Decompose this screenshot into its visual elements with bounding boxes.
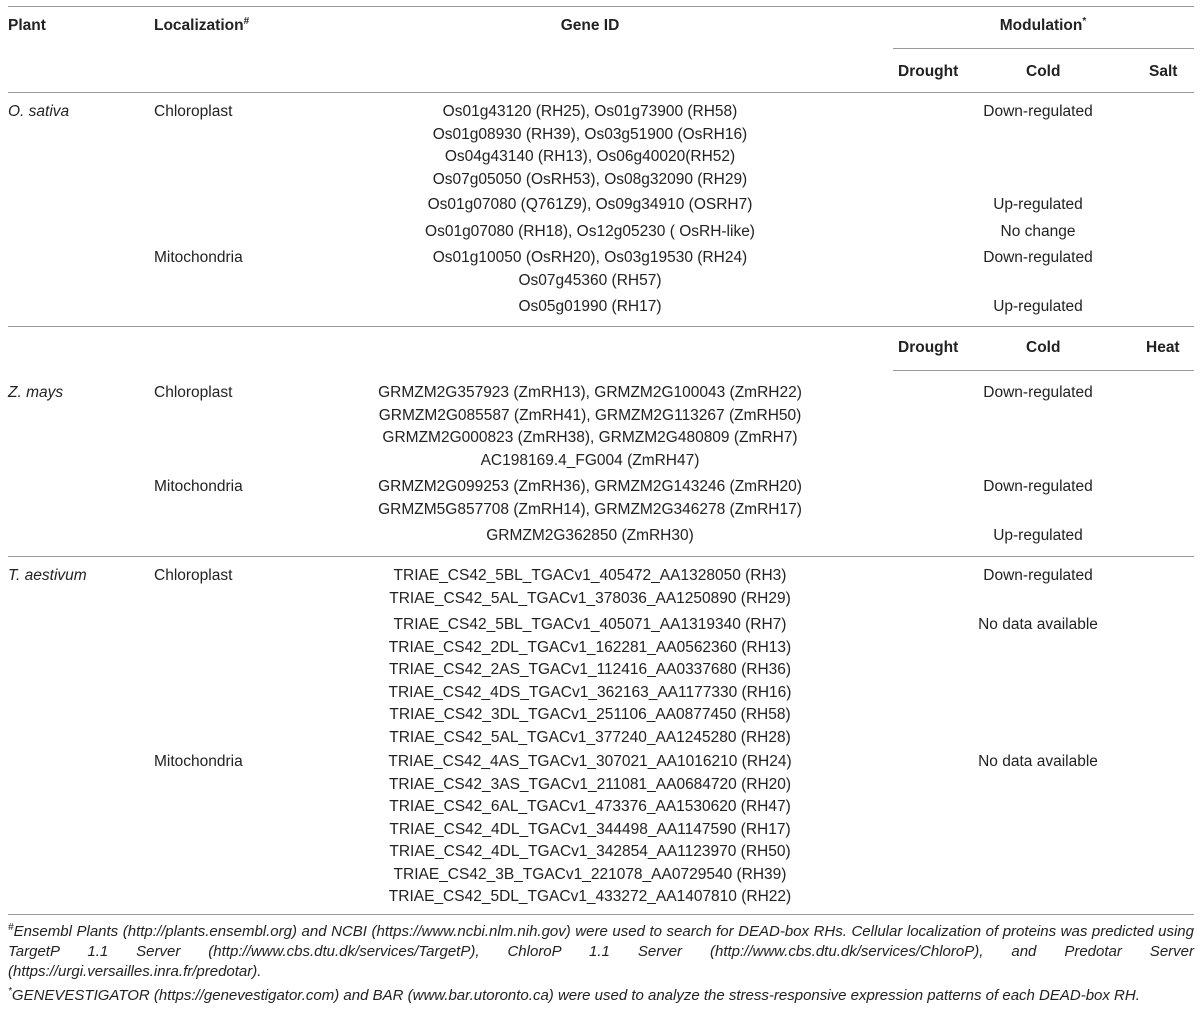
footnote-modulation: *GENEVESTIGATOR (https://genevestigator.com) and BAR (www.bar.utoronto.ca) were used to analyze the stress-responsive expression patterns of each DEAD-box RH.	[8, 986, 1140, 1004]
modulation-value: No data available	[978, 616, 1098, 633]
gene-list: TRIAE_CS42_5BL_TGACv1_405071_AA1319340 (RH7) TRIAE_CS42_2DL_TGACv1_162281_AA0562360 (RH13) TRIAE_CS42_2AS_TGACv1_112416_AA0337680 (RH36) TRIAE_CS42_4DS_TGACv1_362163_AA1177330 (RH16) TRIAE_CS42_3DL_TGACv1_251106_AA0877450 (RH58) TRIAE_CS42_5AL_TGACv1_377240_AA1245280 (RH28)	[388, 616, 792, 746]
subheader-cold: Cold	[1026, 63, 1061, 80]
localization-chloroplast: Chloroplast	[154, 103, 233, 120]
modulation-value: Down-regulated	[983, 249, 1093, 266]
header-bottom-rule	[8, 92, 1194, 93]
gene-list: Os01g07080 (Q761Z9), Os09g34910 (OSRH7)	[427, 196, 753, 213]
section-rule	[8, 556, 1194, 557]
header-localization: Localization#	[154, 15, 250, 34]
modulation-value: Down-regulated	[983, 384, 1093, 401]
gene-list: Os01g10050 (OsRH20), Os03g19530 (RH24) Os07g45360 (RH57)	[432, 249, 748, 289]
modulation-value: Down-regulated	[983, 103, 1093, 120]
subheader-underline	[893, 370, 1194, 371]
modulation-value: Down-regulated	[983, 567, 1093, 584]
plant-t-aestivum: T. aestivum	[8, 567, 87, 584]
subheader-cold-2: Cold	[1026, 339, 1061, 356]
modulation-value: Down-regulated	[983, 478, 1093, 495]
table-top-rule	[8, 6, 1194, 7]
header-plant: Plant	[8, 17, 46, 34]
gene-list: TRIAE_CS42_4AS_TGACv1_307021_AA1016210 (RH24) TRIAE_CS42_3AS_TGACv1_211081_AA0684720 (RH20) TRIAE_CS42_6AL_TGACv1_473376_AA1530620 (RH47) TRIAE_CS42_4DL_TGACv1_344498_AA1147590 (RH17) TRIAE_CS42_4DL_TGACv1_342854_AA1123970 (RH50) TRIAE_CS42_3B_TGACv1_221078_AA0729540 (RH39) TRIAE_CS42_5DL_TGACv1_433272_AA1407810 (RH22)	[388, 753, 792, 905]
subheader-drought: Drought	[898, 63, 959, 80]
localization-mitochondria: Mitochondria	[154, 249, 243, 266]
modulation-underline	[893, 48, 1194, 49]
gene-list: GRMZM2G099253 (ZmRH36), GRMZM2G143246 (ZmRH20) GRMZM5G857708 (ZmRH14), GRMZM2G346278 (ZmRH17)	[378, 478, 802, 518]
modulation-value: Up-regulated	[993, 298, 1083, 315]
header-gene-id: Gene ID	[560, 17, 620, 34]
gene-list: Os01g07080 (RH18), Os12g05230 ( OsRH-like)	[425, 223, 755, 240]
modulation-value: No change	[1000, 223, 1076, 240]
gene-list: TRIAE_CS42_5BL_TGACv1_405472_AA1328050 (RH3) TRIAE_CS42_5AL_TGACv1_378036_AA1250890 (RH29)	[389, 567, 791, 607]
gene-list: Os01g43120 (RH25), Os01g73900 (RH58) Os01g08930 (RH39), Os03g51900 (OsRH16) Os04g43140 (RH13), Os06g40020(RH52) Os07g05050 (OsRH53), Os08g32090 (RH29)	[432, 103, 748, 188]
modulation-value: Up-regulated	[993, 527, 1083, 544]
localization-mitochondria: Mitochondria	[154, 753, 243, 770]
modulation-value: Up-regulated	[993, 196, 1083, 213]
footnote-localization: #Ensembl Plants (http://plants.ensembl.org) and NCBI (https://www.ncbi.nlm.nih.gov) were used to search for DEAD-box RHs. Cellular localization of proteins was predicted using TargetP 1.1 Server (http://www.cbs.dtu.dk/services/TargetP), ChloroP 1.1 Server (http://www.cbs.dtu.dk/services/ChloroP), and Predotar Server (https://urgi.versailles.inra.fr/predotar).	[8, 922, 1194, 980]
gene-list: GRMZM2G357923 (ZmRH13), GRMZM2G100043 (ZmRH22) GRMZM2G085587 (ZmRH41), GRMZM2G113267 (ZmRH50) GRMZM2G000823 (ZmRH38), GRMZM2G480809 (ZmRH7) AC198169.4_FG004 (ZmRH47)	[378, 384, 802, 469]
plant-o-sativa: O. sativa	[8, 103, 70, 120]
localization-chloroplast: Chloroplast	[154, 567, 233, 584]
subheader-drought-2: Drought	[898, 339, 959, 356]
gene-list: Os05g01990 (RH17)	[518, 298, 662, 315]
plant-z-mays: Z. mays	[8, 384, 64, 401]
section-rule	[8, 326, 1194, 327]
table-bottom-rule	[8, 914, 1194, 915]
subheader-salt: Salt	[1149, 63, 1178, 80]
gene-list: GRMZM2G362850 (ZmRH30)	[486, 527, 694, 544]
header-modulation: Modulation*	[999, 15, 1087, 34]
modulation-value: No data available	[978, 753, 1098, 770]
localization-chloroplast: Chloroplast	[154, 384, 233, 401]
localization-mitochondria: Mitochondria	[154, 478, 243, 495]
subheader-heat: Heat	[1146, 339, 1180, 356]
